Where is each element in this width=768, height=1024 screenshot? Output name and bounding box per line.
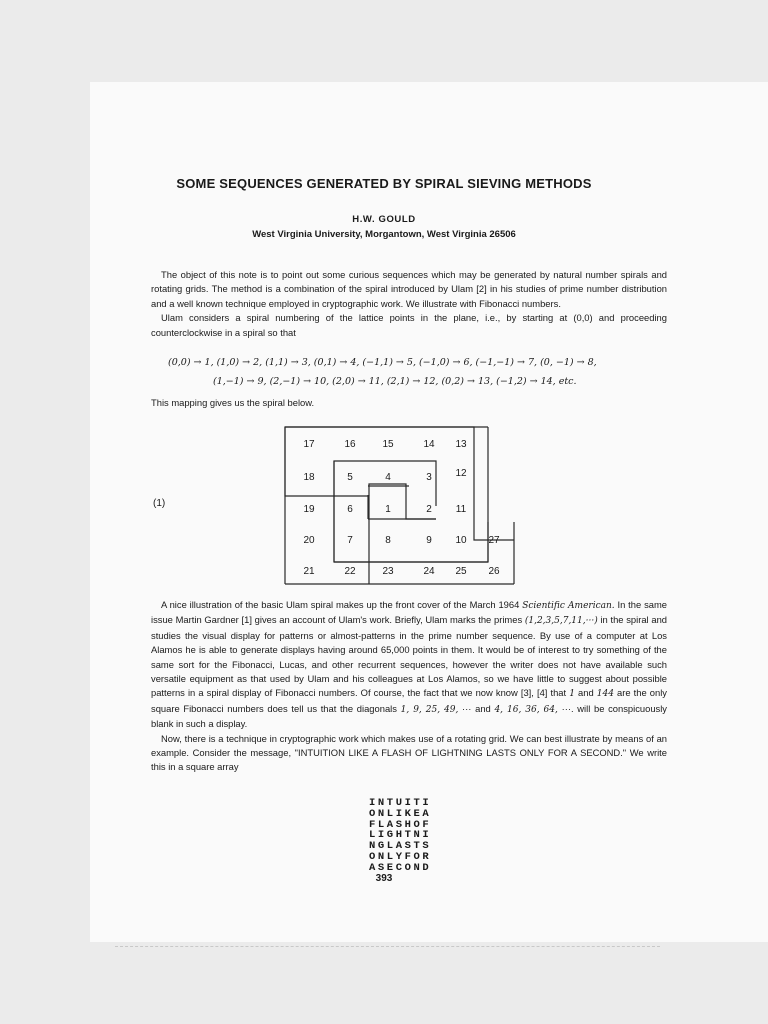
primes-sequence: (1,2,3,5,7,11,···) [524, 616, 598, 627]
footer-rule [115, 946, 660, 947]
spiral-number: 19 [303, 504, 315, 515]
spiral-number: 8 [385, 535, 391, 546]
spiral-number: 17 [303, 439, 315, 450]
spiral-number: 20 [303, 535, 315, 546]
spiral-number: 13 [455, 439, 467, 450]
spiral-number: 27 [488, 535, 500, 546]
gardner-paragraph [151, 598, 667, 732]
body-text: In the same issue Martin Gardner [1] gives an account of Ulam's work. Briefly, Ulam marks the primes [151, 599, 667, 626]
equation-label: (1) [153, 498, 166, 509]
spiral-number: 4 [385, 472, 391, 483]
author-affiliation: West Virginia University, Morgantown, West Virginia 26506 [252, 229, 516, 240]
intro-paragraph: The object of this note is to point out some curious sequences which may be generated by natural number spirals and rotating grids. The method is a combination of the spiral introduced by Ulam [2] in his studies of prime number distribution and a well known technique employed in cryptographic work. We illustrate with Fibonacci numbers. [151, 269, 667, 309]
body-text: in the spiral and studies the visual display for patterns or almost-patterns in the prime number sequence. By use of a computer at Los Alamos he is able to generate displays having around 65,000 points in them. It would be of interest to try something of the same sort for the Fibonacci, Lucas, and other recurrent sequences, however the writer does not have available such versatile equipment as that used by Ulam and his colleagues at Los Alamos, so we have little to suggest about possible patterns in a spiral display of Fibonacci numbers. Of course, the fact that we now know [3], [4] that [151, 614, 667, 699]
spiral-number: 24 [423, 566, 435, 577]
spiral-number: 23 [382, 566, 394, 577]
spiral-number: 18 [303, 472, 315, 483]
body-text: A nice illustration of the basic Ulam spiral makes up the front cover of the March 1964 [161, 599, 523, 610]
spiral-number: 26 [488, 566, 500, 577]
spiral-number: 10 [455, 535, 467, 546]
spiral-number: 7 [347, 535, 353, 546]
mapping-line-2: (1,−1) → 9, (2,−1) → 10, (2,0) → 11, (2,1) → 12, (0,2) → 13, (−1,2) → 14, etc. [213, 376, 577, 387]
journal-name: Scientific American. [522, 601, 615, 611]
spiral-number: 21 [303, 566, 315, 577]
grid-row: ONLYFOR [369, 850, 432, 863]
mapping-line-1: (0,0) → 1, (1,0) → 2, (1,1) → 3, (0,1) → 4, (−1,1) → 5, (−1,0) → 6, (−1,−1) → 7, (0, −1) → 8, [168, 357, 597, 368]
fib-square-1: 1 [569, 689, 575, 700]
spiral-number: 1 [385, 504, 391, 515]
body-section [151, 598, 667, 775]
spiral-number: 15 [382, 439, 394, 450]
spiral-number: 16 [344, 439, 356, 450]
grid-row: ONLIKEA [369, 807, 432, 820]
fib-square-144: 144 [596, 689, 614, 700]
grid-row: FLASHOF [369, 818, 432, 831]
diagonal-even-squares: 4, 16, 36, 64, [494, 704, 558, 715]
spiral-number: 14 [423, 439, 435, 450]
spiral-number: 9 [426, 535, 432, 546]
page-number: 393 [375, 873, 393, 884]
ulam-spiral-figure [284, 422, 520, 594]
mapping-note: This mapping gives us the spiral below. [151, 397, 315, 408]
grid-row: NGLASTS [369, 840, 432, 853]
spiral-number: 3 [426, 472, 432, 483]
intro-section [151, 268, 667, 340]
spiral-number: 2 [426, 504, 432, 515]
body-text: ··· and [458, 702, 495, 714]
spiral-number: 6 [347, 504, 353, 515]
spiral-number: 25 [455, 566, 467, 577]
cryptography-paragraph: Now, there is a technique in cryptographic work which makes use of a rotating grid. We can best illustrate by means of an example. Consider the message, "INTUITION LIKE A FLASH OF LIGHTNING LASTS ONLY FOR A SECOND." We write this in a square array [151, 732, 667, 773]
body-text: and [574, 687, 597, 699]
spiral-number: 22 [344, 566, 356, 577]
body-text: are the only square Fibonacci numbers does tell us that the diagonals [151, 687, 667, 714]
spiral-number: 12 [455, 468, 467, 479]
author-name: H.W. GOULD [352, 214, 416, 225]
grid-row: ASECOND [369, 861, 432, 874]
grid-row: INTUITI [369, 797, 432, 809]
spiral-number: 11 [455, 504, 467, 515]
article-title: SOME SEQUENCES GENERATED BY SPIRAL SIEVING METHODS [176, 176, 592, 191]
ulam-paragraph: Ulam considers a spiral numbering of the lattice points in the plane, i.e., by starting at (0,0) and proceeding counterclockwise in a spiral so that [151, 312, 667, 338]
grid-row: LIGHTNI [369, 829, 432, 842]
spiral-number: 5 [347, 472, 353, 483]
diagonal-odd-squares: 1, 9, 25, 49, [400, 704, 459, 715]
letter-grid [369, 798, 431, 874]
body-text: ···. will be conspicuously blank in such a display. [151, 702, 667, 730]
